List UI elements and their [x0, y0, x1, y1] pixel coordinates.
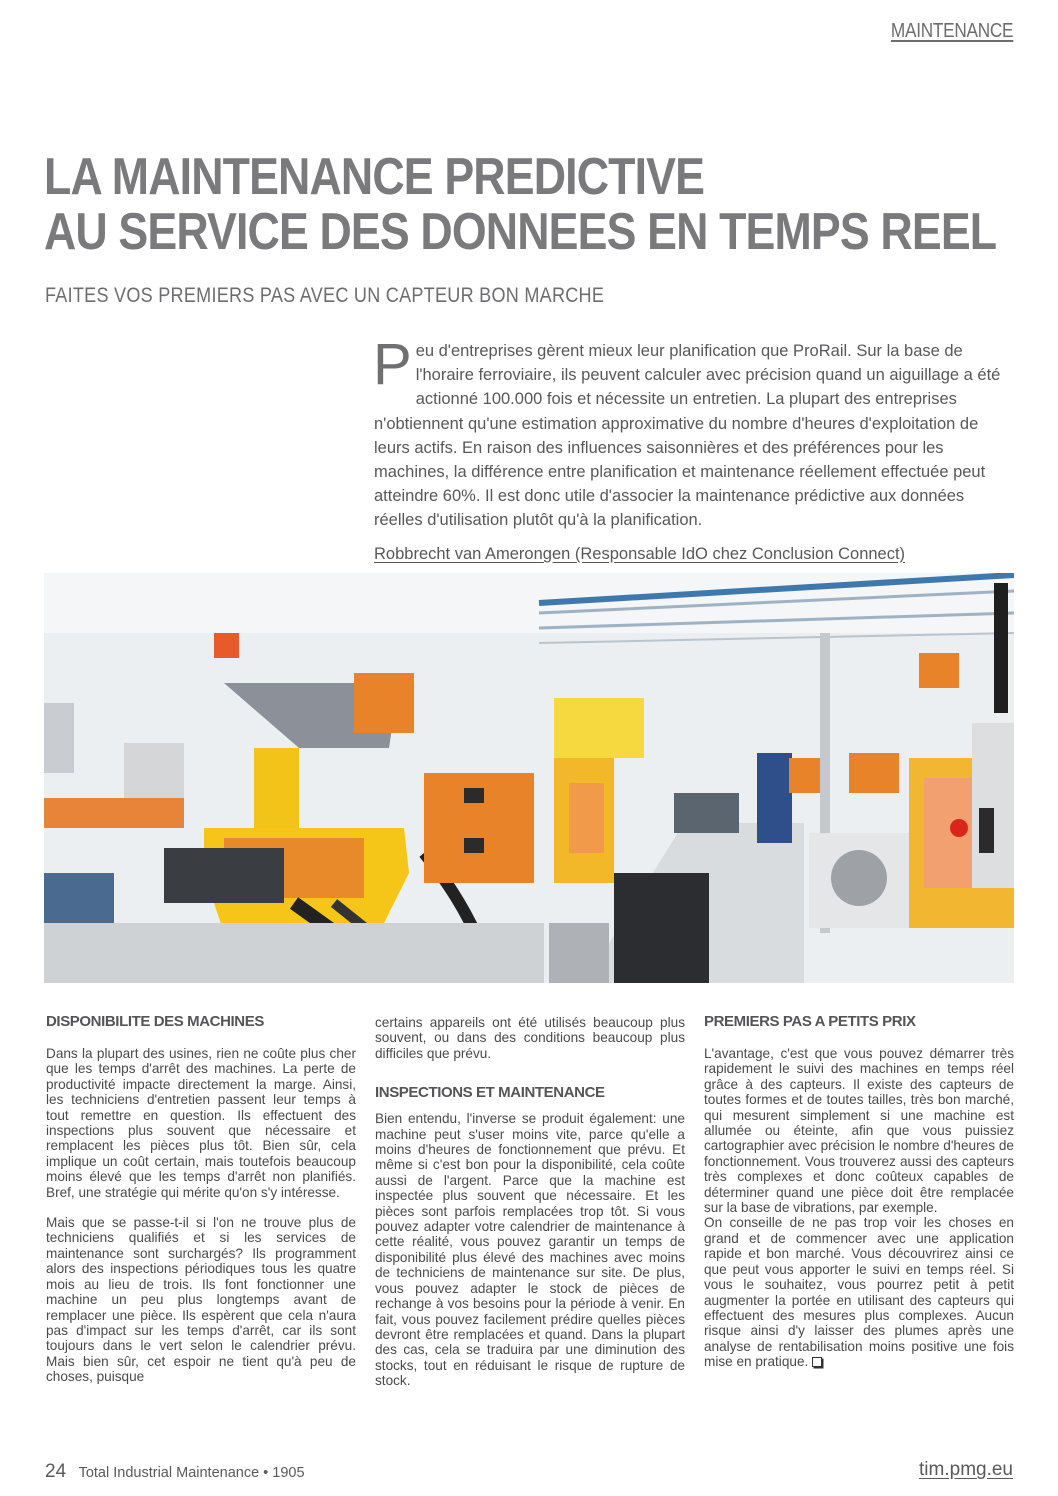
title-line-2: AU SERVICE DES DONNEES EN TEMPS REEL: [44, 203, 997, 261]
author-credit[interactable]: Robbrecht van Amerongen (Responsable IdO chez Conclusion Connect): [374, 544, 906, 563]
website-link[interactable]: tim.pmg.eu: [919, 1459, 1013, 1480]
body-paragraph: L'avantage, c'est que vous pouvez démarrer très rapidement le suivi des machines en temps réel grâce à des capteurs. Il existe des capteurs de toutes formes et de toutes tailles, très bon marché, qui mesurent simplement si une machine est allumée ou éteinte, afin que vous puissiez cartographier avec précision le nombre d'heures de fonctionnement. Vous trouverez aussi des capteurs très complexes et donc coûteux capables de déterminer quand une pièce doit être remplacée sur la base de vibrations, par exemple.: [704, 1046, 1014, 1216]
body-paragraph: Dans la plupart des usines, rien ne coûte plus cher que les temps d'arrêt des machines. La perte de productivité impacte directement la marge. Ainsi, les techniciens d'entretien passent leur temps à tout remettre en question. Ils effectuent des inspections plus souvent que nécessaire et remplacent les pièces plus tôt. Bien sûr, cela implique un coût certain, mais toutefois beaucoup moins élevé que les temps d'arrêt non planifiés. Bref, une stratégie qui mérite qu'on s'y intéresse.: [46, 1046, 356, 1200]
body-paragraph-text: On conseille de ne pas trop voir les choses en grand et de commencer avec une application rapide et bon marché. Vous découvrirez ainsi ce que peut vous apporter le suivi en temps réel. Si vous le souhaitez, vous pourrez petit à petit augmenter la portée en utilisant des capteurs qui effectuent des mesures plus complexes. Aucun risque ainsi d'y laisser des plumes après une analyse de rentabilisation moins positive une fois mise en pratique.: [704, 1215, 1014, 1370]
body-paragraph: Bien entendu, l'inverse se produit également: une machine peut s'user moins vite, parce qu'elle a moins d'heures de fonctionnement que prévu. Et même si c'est bon pour la disponibilité, cela coûte aussi de l'argent. Parce que la machine est inspectée plus souvent que nécessaire. Et les pièces sont parfois remplacées trop tôt. Si vous pouvez adapter votre calendrier de maintenance à cette réalité, vous pouvez garantir un temps de disponibilité plus élevé des machines avec moins de techniciens de maintenance sur site. De plus, vous pouvez adapter le stock de pièces de rechange à vos besoins pour la période à venir. En fait, vous pouvez facilement prédire quelles pièces devront être remplacées et quand. Dans la plupart des cas, cela se traduira par une diminution des stocks, tout en réduisant le risque de rupture de stock.: [375, 1111, 685, 1389]
end-of-article-square-icon: [812, 1357, 822, 1367]
column-3: [704, 1013, 1014, 1370]
publication-name: Total Industrial Maintenance • 1905: [78, 1465, 305, 1481]
article-title: [44, 148, 997, 261]
factory-photo-icon: [44, 573, 1014, 983]
intro-text: eu d'entreprises gèrent mieux leur planification que ProRail. Sur la base de l'horaire ferroviaire, ils peuvent calculer avec précision quand un aiguillage a été actionné 100.000 fois et nécessite un entretien. La plupart des entreprises n'obtiennent qu'une estimation approximative du nombre d'heures d'exploitation de leurs actifs. En raison des influences saisonnières et des préférences pour les machines, la différence entre planification et maintenance réellement effectuée peut atteindre 60%. Il est donc utile d'associer la maintenance prédictive aux données réelles d'utilisation plutôt qu'à la planification.: [374, 342, 1001, 530]
title-line-1: LA MAINTENANCE PREDICTIVE: [44, 148, 705, 206]
section-heading: INSPECTIONS ET MAINTENANCE: [375, 1084, 605, 1102]
section-tag[interactable]: MAINTENANCE: [890, 20, 1013, 42]
column-1: [46, 1013, 356, 1385]
drop-cap: P: [373, 332, 412, 397]
intro-paragraph: [373, 332, 1014, 566]
page-number: 24: [45, 1461, 67, 1482]
section-heading: DISPONIBILITE DES MACHINES: [46, 1013, 264, 1030]
body-paragraph: certains appareils ont été utilisés beaucoup plus souvent, ou dans des conditions beaucoup plus difficiles que prévu.: [375, 1015, 685, 1061]
section-heading: PREMIERS PAS A PETITS PRIX: [704, 1013, 916, 1030]
article-subtitle: FAITES VOS PREMIERS PAS AVEC UN CAPTEUR BON MARCHE: [45, 284, 605, 307]
column-2: [375, 1015, 685, 1389]
factory-photo: [44, 573, 1014, 983]
body-paragraph: Mais que se passe-t-il si l'on ne trouve plus de techniciens qualifiés et si les services de maintenance sont surchargés? Ils programment alors des inspections périodiques tous les quatre mois au lieu de trois. Ils font fonctionner une machine un peu plus longtemps avant de remplacer une pièce. Ils espèrent que cela n'aura pas d'impact sur les temps d'arrêt, car ils sont toujours dans le vert selon le calendrier prévu. Mais bien sûr, cet espoir ne tient qu'à peu de choses, puisque: [46, 1215, 356, 1385]
footer-left: [45, 1461, 305, 1483]
body-paragraph: [704, 1215, 1014, 1369]
